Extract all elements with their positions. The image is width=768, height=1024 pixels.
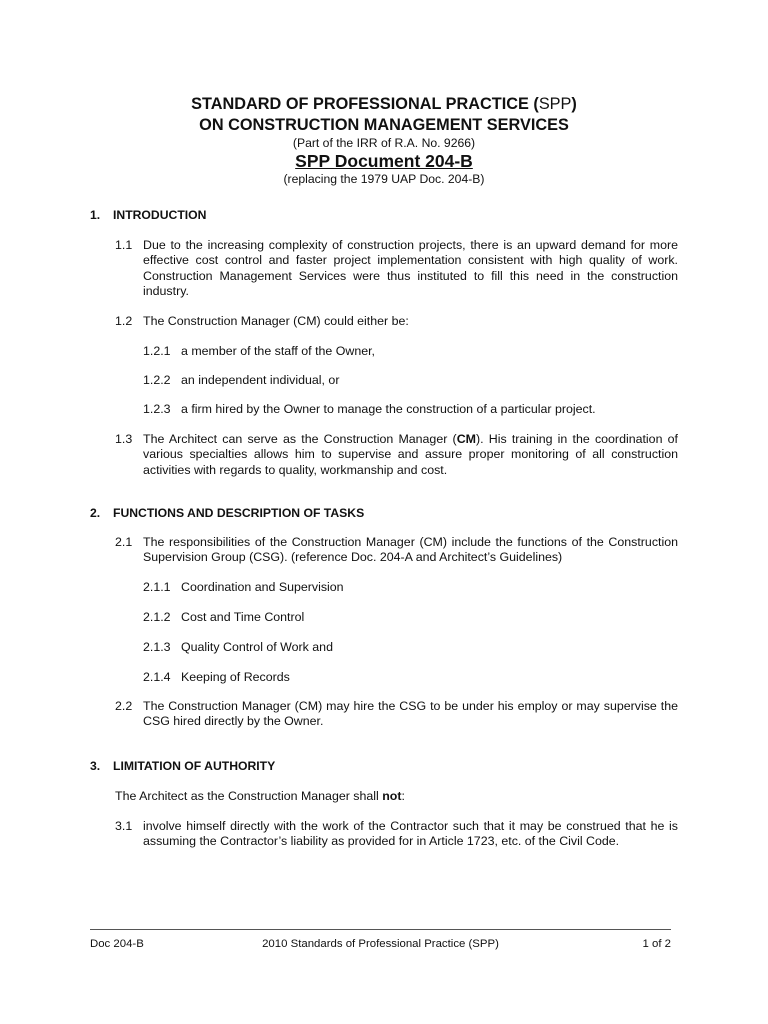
section-heading-introduction bbox=[90, 208, 206, 223]
list-item bbox=[143, 344, 678, 359]
document-title-line2: ON CONSTRUCTION MANAGEMENT SERVICES bbox=[199, 116, 569, 134]
paragraph-3-1 bbox=[115, 819, 678, 850]
footer-page-number: 1 of 2 bbox=[642, 938, 671, 950]
paragraph-number: 2.1 bbox=[115, 535, 133, 549]
section-heading-functions bbox=[90, 506, 364, 521]
paragraph-number: 2.2 bbox=[115, 699, 133, 713]
list-item bbox=[143, 373, 678, 388]
section-title: INTRODUCTION bbox=[113, 208, 207, 222]
paragraph-text: The Construction Manager (CM) could either be: bbox=[143, 314, 409, 328]
paragraph-1-2 bbox=[115, 314, 678, 329]
list-item bbox=[143, 640, 678, 655]
paragraph-text: involve himself directly with the work of the Contractor such that it may be construed that he is assuming the Contractor’s liability as provided for in Article 1723, etc. of the Civil Code. bbox=[143, 819, 678, 849]
list-item-text: a firm hired by the Owner to manage the construction of a particular project. bbox=[181, 402, 596, 416]
footer-divider bbox=[90, 929, 671, 930]
paragraph-number: 1.2 bbox=[115, 314, 133, 328]
title-text-end: ) bbox=[571, 95, 577, 113]
paragraph-number: 1.1 bbox=[115, 238, 133, 252]
bold-word: not bbox=[382, 789, 402, 803]
paragraph-1-3 bbox=[115, 432, 678, 478]
list-item-text: Keeping of Records bbox=[181, 670, 290, 684]
section-number: 3. bbox=[90, 759, 101, 773]
list-item bbox=[143, 580, 678, 595]
list-item bbox=[143, 670, 678, 685]
list-item-number: 1.2.2 bbox=[143, 373, 171, 387]
list-item-text: Quality Control of Work and bbox=[181, 640, 333, 654]
bold-abbreviation: CM bbox=[456, 432, 476, 446]
paragraph-number: 3.1 bbox=[115, 819, 133, 833]
section-3-intro bbox=[115, 789, 678, 804]
text-run: ). His training in the coordination of various specialties allows him to supervise and assure proper monitoring of all construction activities with regards to quality, workmanship and cost. bbox=[143, 432, 679, 477]
list-item-number: 2.1.1 bbox=[143, 580, 171, 594]
list-item-number: 2.1.3 bbox=[143, 640, 171, 654]
section-number: 1. bbox=[90, 208, 101, 222]
list-item-text: a member of the staff of the Owner, bbox=[181, 344, 375, 358]
list-item bbox=[143, 610, 678, 625]
section-title: FUNCTIONS AND DESCRIPTION OF TASKS bbox=[113, 506, 365, 520]
title-text: STANDARD OF PROFESSIONAL PRACTICE ( bbox=[191, 95, 539, 113]
doc-number-title bbox=[0, 151, 768, 172]
list-item-text: Cost and Time Control bbox=[181, 610, 305, 624]
list-item bbox=[143, 402, 678, 417]
footer-doc-number: Doc 204-B bbox=[90, 938, 144, 950]
paragraph-text: The responsibilities of the Construction Manager (CM) include the functions of the Construction Supervision Group (CSG). (reference Doc. 204-A and Architect’s Guidelines) bbox=[143, 535, 678, 565]
paragraph-text: Due to the increasing complexity of construction projects, there is an upward demand for more effective cost control and faster project implementation consistent with high quality of work. Construction Management Services were thus instituted to fill this need in the construction industry. bbox=[143, 238, 678, 298]
list-item-text: an independent individual, or bbox=[181, 373, 340, 387]
footer-title: 2010 Standards of Professional Practice (SPP) bbox=[262, 938, 499, 950]
list-item-number: 1.2.1 bbox=[143, 344, 171, 358]
replacing-note: (replacing the 1979 UAP Doc. 204-B) bbox=[283, 172, 485, 186]
section-heading-limitation bbox=[90, 759, 275, 774]
text-run: The Architect as the Construction Manager shall bbox=[115, 789, 383, 803]
paragraph-1-1 bbox=[115, 238, 678, 299]
section-title: LIMITATION OF AUTHORITY bbox=[113, 759, 276, 773]
section-number: 2. bbox=[90, 506, 101, 520]
text-run: : bbox=[401, 789, 405, 803]
title-abbreviation: SPP bbox=[538, 95, 572, 113]
paragraph-text: The Construction Manager (CM) may hire the CSG to be under his employ or may supervise the CSG hired directly by the Owner. bbox=[143, 699, 678, 729]
part-of-note: (Part of the IRR of R.A. No. 9266) bbox=[292, 136, 476, 150]
paragraph-2-2 bbox=[115, 699, 678, 730]
document-title-line1 bbox=[0, 94, 768, 114]
list-item-number: 2.1.4 bbox=[143, 670, 171, 684]
list-item-number: 2.1.2 bbox=[143, 610, 171, 624]
paragraph-text bbox=[143, 432, 678, 478]
text-run: The Architect can serve as the Construction Manager ( bbox=[143, 432, 457, 446]
paragraph-number: 1.3 bbox=[115, 432, 133, 446]
paragraph-2-1 bbox=[115, 535, 678, 566]
list-item-number: 1.2.3 bbox=[143, 402, 171, 416]
doc-number-text: SPP Document 204-B bbox=[295, 151, 473, 171]
list-item-text: Coordination and Supervision bbox=[181, 580, 344, 594]
